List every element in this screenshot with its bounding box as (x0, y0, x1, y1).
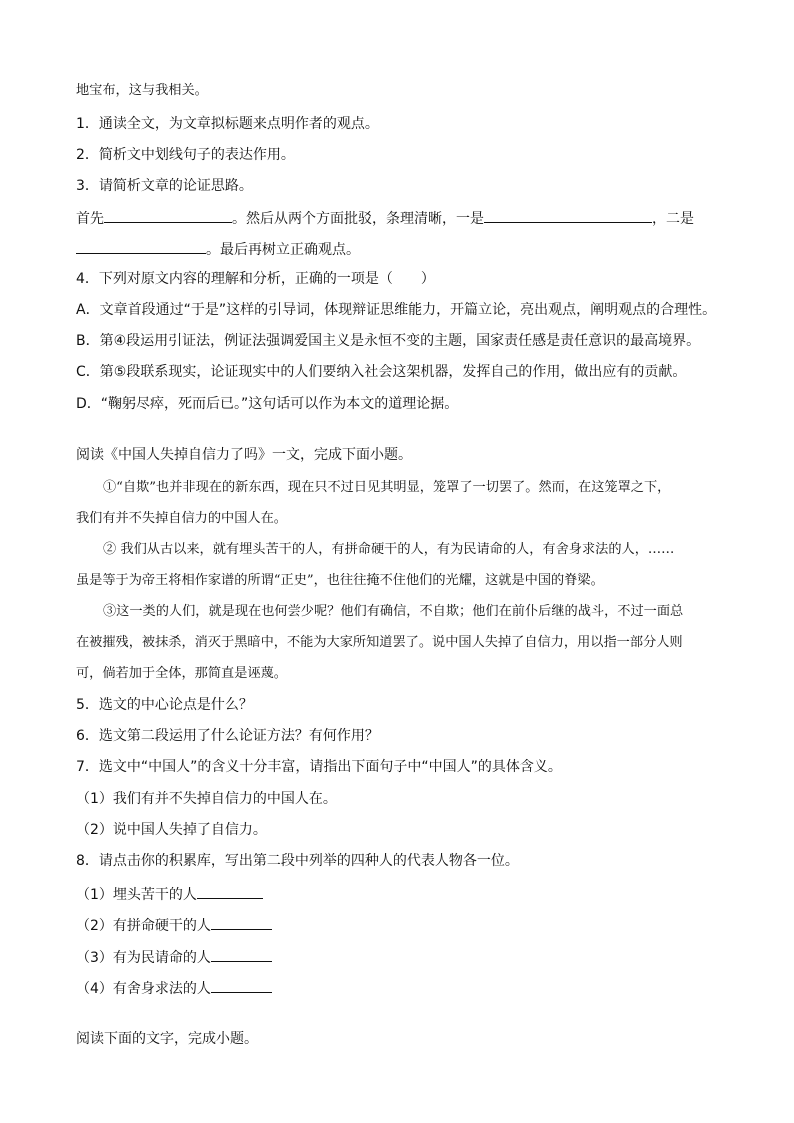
section-intro: 阅读下面的文字，完成小题。 (76, 1031, 258, 1047)
question-4: 4．下列对原文内容的理解和分析，正确的一项是（ ） (76, 271, 435, 287)
part-label: （3）有为民请命的人 (76, 950, 211, 966)
answer-blank[interactable] (211, 946, 272, 962)
option-b: B．第④段运用引证法，例证法强调爱国主义是永恒不变的主题，国家责任感是责任意识的最高境界。 (76, 333, 701, 349)
question-8-part-3 (76, 946, 272, 966)
part-label: （2）有拼命硬干的人 (76, 918, 211, 934)
question-8-part-2 (76, 914, 272, 934)
passage-para-3-cont: 可，倘若加于全体，那简直是诬蔑。 (76, 666, 287, 681)
part-label: （4）有舍身求法的人 (76, 981, 211, 997)
question-8: 8．请点击你的积累库，写出第二段中列举的四种人的代表人物各一位。 (76, 853, 519, 869)
passage-para-1-cont: 我们有并不失掉自信力的中国人在。 (76, 511, 287, 526)
question-8-part-1 (76, 883, 263, 903)
fill-text: 。最后再树立正确观点。 (206, 242, 360, 258)
passage-para-1: ①“自欺”也并非现在的新东西，现在只不过日见其明显，笼罩了一切罢了。然而，在这笼罩之下， (103, 480, 671, 495)
option-d: D．“鞠躬尽瘁，死而后已。”这句话可以作为本文的道理论据。 (76, 396, 459, 412)
question-5: 5．选文的中心论点是什么？ (76, 697, 253, 713)
passage-para-2: ② 我们从古以来，就有埋头苦干的人，有拼命硬干的人，有为民请命的人，有舍身求法的人，…… (103, 542, 675, 557)
question-7-part-1: （1）我们有并不失掉自信力的中国人在。 (76, 791, 337, 807)
passage-para-2-cont: 虽是等于为帝王将相作家谱的所谓“正史”，也往往掩不住他们的光耀，这就是中国的脊梁。 (76, 573, 604, 588)
fill-text: ，二是 (652, 211, 694, 227)
section-intro: 阅读《中国人失掉自信力了吗》一文，完成下面小题。 (76, 447, 412, 463)
fill-text: 。然后从两个方面批驳，条理清晰，一是 (232, 211, 484, 227)
answer-blank[interactable] (484, 207, 652, 223)
answer-blank[interactable] (211, 977, 272, 993)
question-2: 2．简析文中划线句子的表达作用。 (76, 147, 295, 163)
question-7: 7．选文中“中国人”的含义十分丰富，请指出下面句子中“中国人”的具体含义。 (76, 759, 562, 775)
question-3-fill-line-1 (76, 207, 694, 227)
question-3-fill-line-2 (76, 238, 360, 258)
option-c: C．第⑤段联系现实，论证现实中的人们要纳入社会这架机器，发挥自己的作用，做出应有的贡献。 (76, 364, 687, 380)
question-8-part-4 (76, 977, 272, 997)
question-7-part-2: （2）说中国人失掉了自信力。 (76, 822, 267, 838)
part-label: （1）埋头苦干的人 (76, 887, 197, 903)
passage-para-3-cont: 在被摧残，被抹杀，消灭于黑暗中，不能为大家所知道罢了。说中国人失掉了自信力，用以指一部分人则 (76, 635, 683, 650)
question-1: 1．通读全文，为文章拟标题来点明作者的观点。 (76, 116, 379, 132)
fill-text: 首先 (76, 211, 104, 227)
answer-blank[interactable] (197, 883, 263, 899)
answer-blank[interactable] (76, 238, 206, 254)
passage-para-3: ③这一类的人们，就是现在也何尝少呢？他们有确信，不自欺；他们在前仆后继的战斗，不过一面总 (103, 604, 684, 619)
answer-blank[interactable] (211, 914, 272, 930)
continued-text-line: 地宝布，这与我相关。 (76, 83, 208, 98)
question-3: 3．请简析文章的论证思路。 (76, 178, 253, 194)
answer-blank[interactable] (104, 207, 232, 223)
option-a: A．文章首段通过“于是”这样的引导词，体现辩证思维能力，开篇立论，亮出观点，阐明观点的合理性。 (76, 302, 717, 318)
question-6: 6．选文第二段运用了什么论证方法？有何作用？ (76, 728, 379, 744)
